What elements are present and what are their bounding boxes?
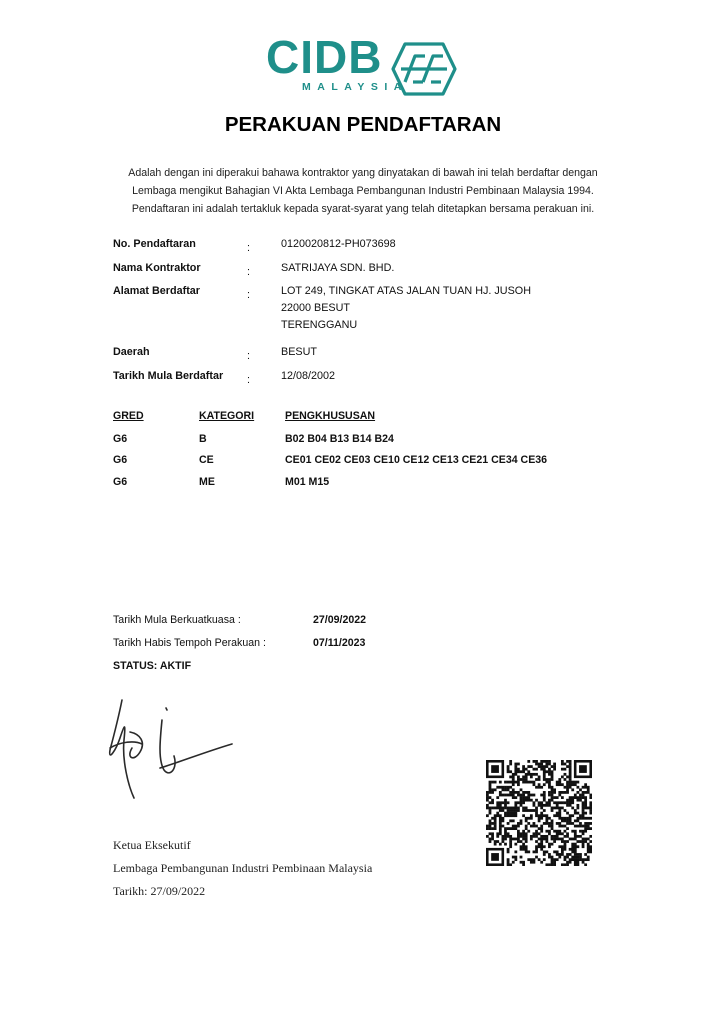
intro-line: Adalah dengan ini diperakui bahawa kontraktor yang dinyatakan di bawah ini telah berdaftar dengan: [128, 167, 598, 179]
row-specialization: CE01 CE02 CE03 CE10 CE12 CE13 CE21 CE34 CE36: [285, 454, 548, 466]
address-value: [281, 283, 531, 334]
expiry-date-label: Tarikh Habis Tempoh Perakuan :: [113, 637, 266, 649]
signatory-organization: Lembaga Pembangunan Industri Pembinaan Malaysia: [113, 861, 373, 875]
row-category: CE: [199, 454, 214, 466]
start-date-value: 12/08/2002: [281, 370, 336, 382]
document-title: PERAKUAN PENDAFTARAN: [224, 113, 502, 136]
handwritten-signature: [100, 690, 250, 810]
intro-line: Lembaga mengikut Bahagian VI Akta Lembaga Pembangunan Industri Pembinaan Malaysia 1994.: [132, 185, 594, 197]
cidb-logo: [266, 31, 460, 100]
row-specialization: M01 M15: [285, 476, 330, 488]
reg-no-value: 0120020812-PH073698: [281, 238, 396, 250]
signatory-block: [113, 834, 372, 903]
row-category: ME: [199, 476, 215, 488]
effective-date-label: Tarikh Mula Berkuatkuasa :: [113, 614, 241, 626]
signatory-date: Tarikh: 27/09/2022: [113, 884, 206, 898]
contractor-value: SATRIJAYA SDN. BHD.: [281, 262, 395, 274]
colon: :: [247, 374, 250, 386]
row-grade: G6: [113, 454, 128, 466]
header-category: KATEGORI: [199, 410, 255, 422]
qr-code-icon: [486, 760, 592, 866]
logo-wordmark: CIDB: [266, 31, 383, 83]
address-line: 22000 BESUT: [281, 302, 351, 314]
status-badge: STATUS: AKTIF: [113, 660, 192, 672]
district-label: Daerah: [113, 346, 150, 358]
logo-country: MALAYSIA: [302, 81, 408, 93]
address-line: TERENGGANU: [281, 319, 358, 331]
address-label: Alamat Berdaftar: [113, 285, 201, 297]
colon: :: [247, 350, 250, 362]
expiry-date-row: [113, 637, 366, 649]
intro-paragraph: [100, 164, 626, 218]
colon: :: [247, 289, 250, 301]
reg-no-label: No. Pendaftaran: [113, 238, 196, 250]
effective-date-value: 27/09/2022: [313, 614, 367, 626]
row-category: B: [199, 433, 207, 445]
row-specialization: B02 B04 B13 B14 B24: [285, 433, 394, 445]
logo-hexagon-icon: [391, 42, 457, 96]
expiry-date-value: 07/11/2023: [313, 637, 366, 649]
address-line: LOT 249, TINGKAT ATAS JALAN TUAN HJ. JUSOH: [281, 285, 531, 297]
header-specialization: PENGKHUSUSAN: [285, 410, 376, 422]
colon: :: [247, 266, 250, 278]
header-grade: GRED: [113, 410, 144, 422]
district-value: BESUT: [281, 346, 317, 358]
contractor-label: Nama Kontraktor: [113, 262, 201, 274]
start-date-label: Tarikh Mula Berdaftar: [113, 370, 224, 382]
row-grade: G6: [113, 433, 128, 445]
row-grade: G6: [113, 476, 128, 488]
intro-line: Pendaftaran ini adalah tertakluk kepada syarat-syarat yang telah ditetapkan bersama perakuan ini.: [131, 203, 595, 215]
signatory-position: Ketua Eksekutif: [113, 838, 191, 852]
effective-date-row: [113, 614, 367, 626]
colon: :: [247, 242, 250, 254]
